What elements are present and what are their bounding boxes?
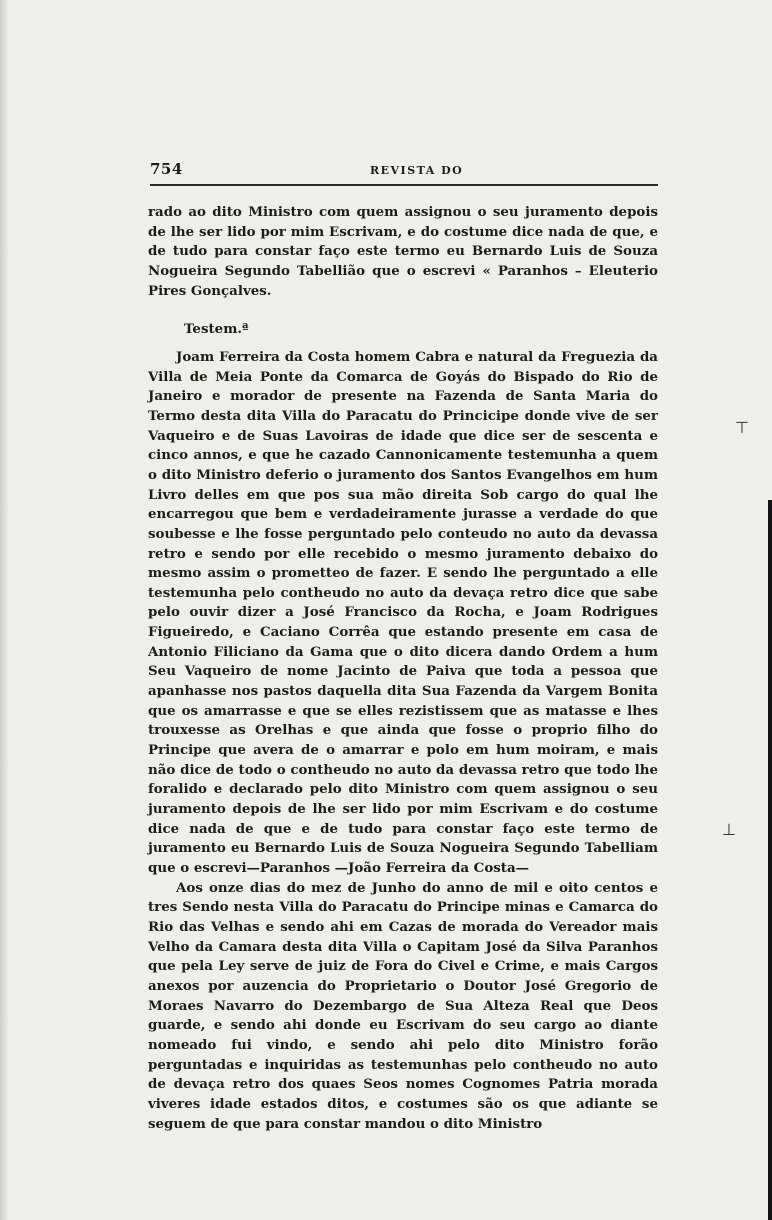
body-text	[148, 203, 658, 1134]
page-gutter-shadow	[0, 0, 8, 1220]
running-title: REVISTA DO	[370, 164, 464, 177]
paragraph-witness-testimony: Joam Ferreira da Costa homem Cabra e natural da Freguezia da Villa de Meia Ponte da Comarca de Goyás do Bispado do Rio de Janeiro e morador de presente na Fazenda de Santa Maria do Termo desta dita Villa do Paracatu do Princicipe donde vive de ser Vaqueiro e de Suas Lavoiras de idade que dice ser de sescenta e cinco annos, e que he cazado Cannonicamente testemunha a quem o dito Ministro deferio o juramento dos Santos Evangelhos em hum Livro delles em que pos sua mão direita Sob cargo do qual lhe encarregou que bem e verdadeiramente jurasse a verdade do que soubesse e lhe fosse perguntado pelo conteudo no auto da devassa retro e sendo por elle recebido o mesmo juramento debaixo do mesmo assim o prometteo de fazer. E sendo lhe perguntado a elle testemunha pelo contheudo no auto da devaça retro dice que sabe pelo ouvir dizer a José Francisco da Rocha, e Joam Rodrigues Figueiredo, e Caciano Corrêa que estando presente em casa de Antonio Filiciano da Gama que o dito dicera dando Ordem a hum Seu Vaqueiro de nome Jacinto de Paiva que toda a pessoa que apanhasse nos pastos daquella dita Sua Fazenda da Vargem Bonita que os amarrasse e que se elles rezistissem que as matasse e lhes trouxesse as Orelhas e que ainda que fosse o proprio filho do Principe que avera de o amarrar e polo em hum moiram, e mais não dice de todo o contheudo no auto da devassa retro que todo lhe foralido e declarado pelo dito Ministro com quem assignou o seu juramento depois de lhe ser lido por mim Escrivam e do costume dice nada de que e de tudo para constar faço este termo de juramento eu Bernardo Luis de Souza Nogueira Segundo Tabelliam que o escrevi—Paranhos —João Ferreira da Costa—	[148, 348, 658, 876]
paragraph-inquiry-record: Aos onze dias do mez de Junho do anno de mil e oito centos e tres Sendo nesta Villa do Paracatu do Principe minas e Camarca do Rio das Velhas e sendo ahi em Cazas de morada do Vereador mais Velho da Camara desta dita Villa o Capitam José da Silva Paranhos que pela Ley serve de juiz de Fora do Civel e Crime, e mais Cargos anexos por auzencia do Proprietario o Doutor José Gregorio de Moraes Navarro do Dezembargo de Sua Alteza Real que Deos guarde, e sendo ahi donde eu Escrivam do seu cargo ao diante nomeado fui vindo, e sendo ahi pelo dito Ministro forão perguntadas e inquiridas as testemunhas pelo contheudo no auto de devaça retro dos quaes Seos nomes Cognomes Patria morada viveres idade estados ditos, e costumes são os que adiante se seguem de que para constar mandou o dito Ministro	[148, 879, 658, 1132]
paragraph-continuation: rado ao dito Ministro com quem assignou o seu juramento depois de lhe ser lido por mim Escrivam, e do costume dice nada de que, e de tudo para constar faço este termo eu Bernardo Luis de Souza Nogueira Segundo Tabellião que o escrevi « Paranhos – Eleuterio Pires Gonçalves.	[148, 204, 658, 299]
header-rule	[150, 184, 658, 186]
margin-mark-icon: ⊤	[735, 418, 749, 437]
running-header	[150, 160, 658, 182]
page-number: 754	[150, 160, 183, 178]
scan-edge-border	[768, 500, 772, 1220]
margin-mark-icon: ⊥	[722, 820, 736, 839]
witness-heading: Testem.ª	[184, 321, 249, 338]
